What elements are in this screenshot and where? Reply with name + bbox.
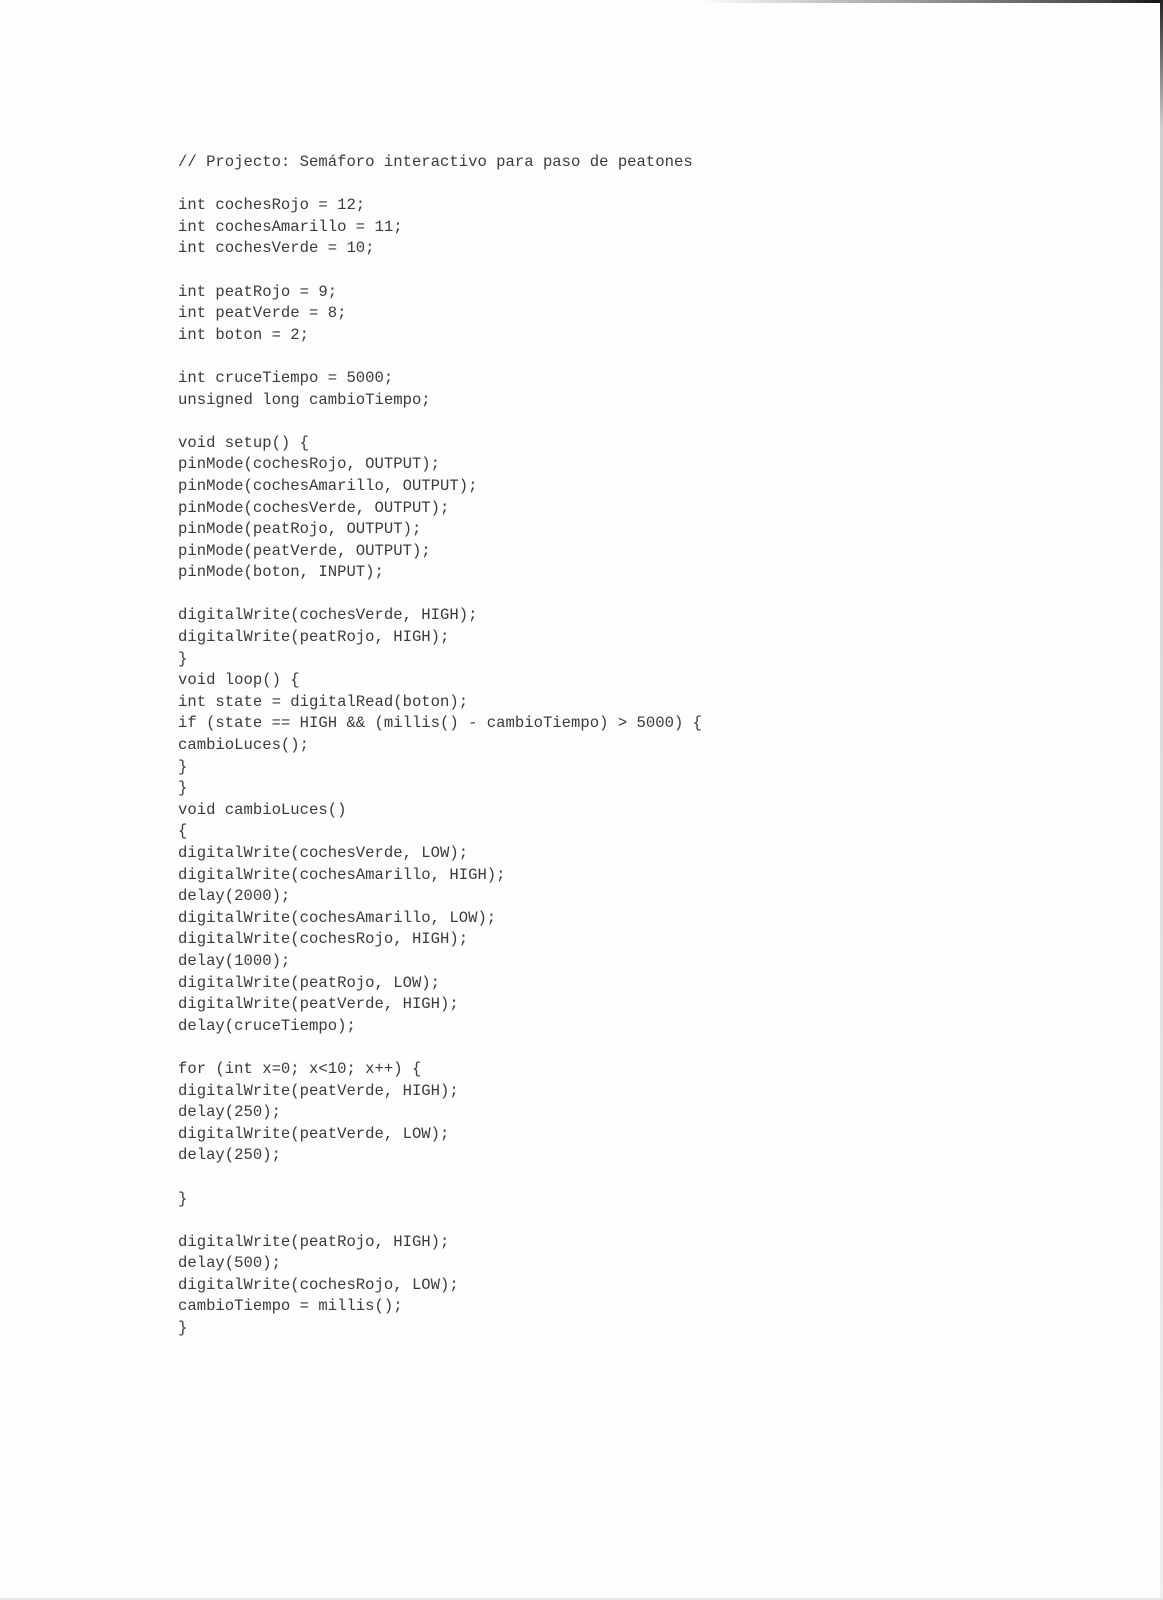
code-line: unsigned long cambioTiempo; xyxy=(178,390,431,409)
code-line: digitalWrite(peatVerde, HIGH); xyxy=(178,1081,459,1100)
code-line: digitalWrite(peatRojo, HIGH); xyxy=(178,628,450,647)
code-line: int peatRojo = 9; xyxy=(178,282,338,301)
code-line: pinMode(peatRojo, OUTPUT); xyxy=(178,520,422,539)
code-line xyxy=(178,1210,702,1232)
code-line: { xyxy=(178,822,188,841)
code-line: int boton = 2; xyxy=(178,325,310,344)
code-line xyxy=(178,411,702,433)
code-line: if (state == HIGH && (millis() - cambioTiempo) > 5000) { xyxy=(178,714,703,733)
code-line: digitalWrite(cochesVerde, HIGH); xyxy=(178,606,478,625)
code-line: for (int x=0; x<10; x++) { xyxy=(178,1059,422,1078)
code-line xyxy=(178,260,702,282)
code-line xyxy=(178,1037,702,1059)
code-line: pinMode(cochesAmarillo, OUTPUT); xyxy=(178,476,478,495)
code-line: pinMode(boton, INPUT); xyxy=(178,563,384,582)
code-line: delay(250); xyxy=(178,1146,281,1165)
code-line: digitalWrite(cochesRojo, HIGH); xyxy=(178,930,469,949)
code-line: void cambioLuces() xyxy=(178,800,347,819)
code-line: int state = digitalRead(boton); xyxy=(178,692,469,711)
code-line: int cochesRojo = 12; xyxy=(178,196,366,215)
code-line: } xyxy=(178,649,188,668)
code-line: } xyxy=(178,1319,188,1338)
code-line: digitalWrite(cochesAmarillo, LOW); xyxy=(178,908,497,927)
code-line: void setup() { xyxy=(178,433,310,452)
code-line: cambioLuces(); xyxy=(178,736,310,755)
code-line: cambioTiempo = millis(); xyxy=(178,1297,403,1316)
code-line xyxy=(178,584,702,606)
code-line: delay(500); xyxy=(178,1254,281,1273)
scan-edge-top xyxy=(0,0,1163,3)
code-line xyxy=(178,174,702,196)
code-line: delay(250); xyxy=(178,1103,281,1122)
code-line: } xyxy=(178,779,188,798)
code-line: int cochesAmarillo = 11; xyxy=(178,217,403,236)
code-line: delay(1000); xyxy=(178,951,291,970)
code-line: delay(2000); xyxy=(178,887,291,906)
code-line xyxy=(178,346,702,368)
code-line: pinMode(cochesRojo, OUTPUT); xyxy=(178,455,441,474)
code-line: pinMode(cochesVerde, OUTPUT); xyxy=(178,498,450,517)
code-line: digitalWrite(peatRojo, LOW); xyxy=(178,973,441,992)
code-line: digitalWrite(cochesVerde, LOW); xyxy=(178,844,469,862)
code-line: int cochesVerde = 10; xyxy=(178,239,375,258)
code-line: digitalWrite(peatRojo, HIGH); xyxy=(178,1232,450,1251)
code-listing xyxy=(178,152,702,1340)
code-line: // Projecto: Semáforo interactivo para paso de peatones xyxy=(178,153,693,171)
code-line: digitalWrite(peatVerde, LOW); xyxy=(178,1124,450,1143)
code-line: } xyxy=(178,757,188,776)
code-line: pinMode(peatVerde, OUTPUT); xyxy=(178,541,431,560)
code-line: digitalWrite(cochesRojo, LOW); xyxy=(178,1275,459,1294)
code-line: int cruceTiempo = 5000; xyxy=(178,368,394,387)
code-line: int peatVerde = 8; xyxy=(178,304,347,323)
code-line: digitalWrite(peatVerde, HIGH); xyxy=(178,995,459,1014)
code-line: delay(cruceTiempo); xyxy=(178,1016,356,1035)
code-line: digitalWrite(cochesAmarillo, HIGH); xyxy=(178,865,506,884)
code-line xyxy=(178,1167,702,1189)
code-line: } xyxy=(178,1189,188,1208)
code-line: void loop() { xyxy=(178,671,300,690)
